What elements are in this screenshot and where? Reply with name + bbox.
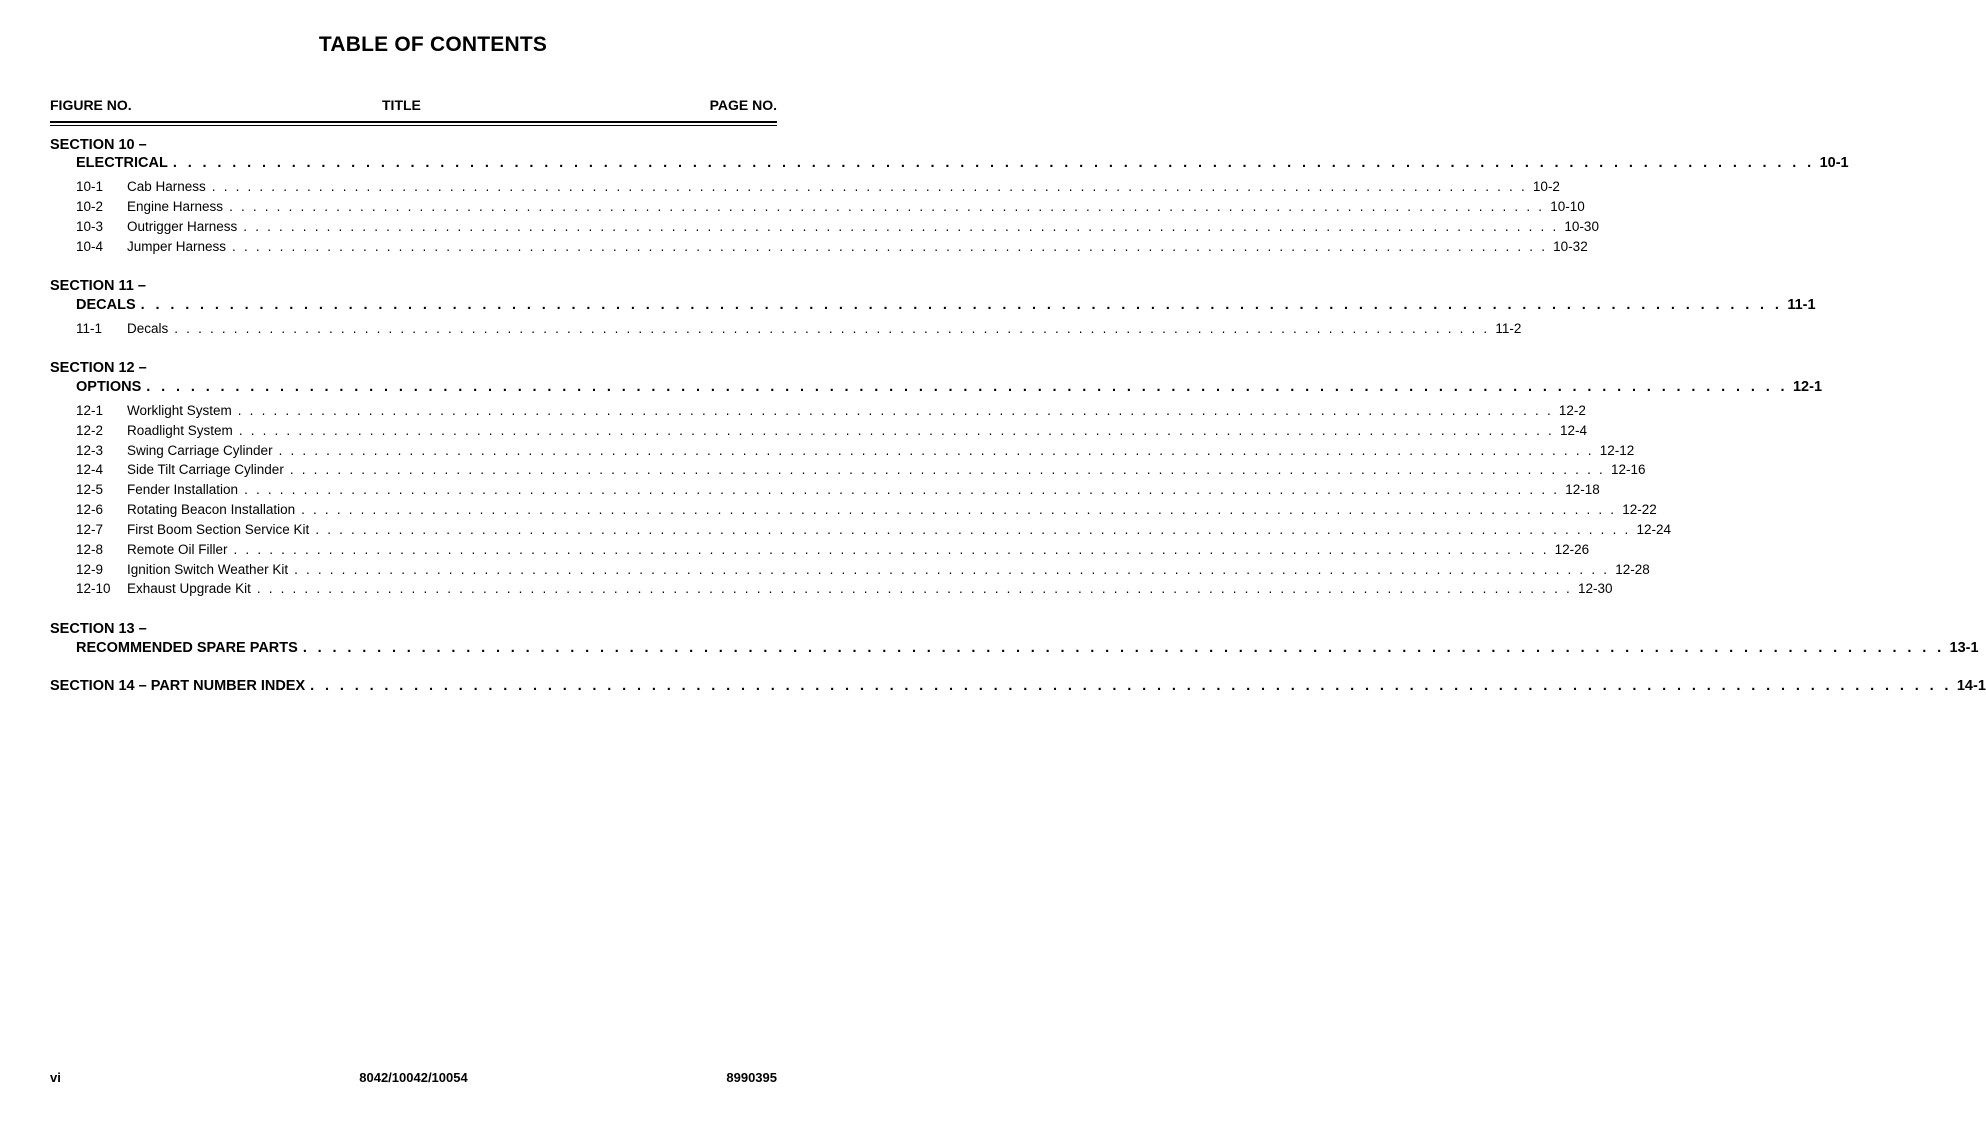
section-title-line[interactable] [76,155,1849,171]
dot-leader: . . . . . . . . . . . . . . . . . . . . . . . . . . . . . . . . . . . . . . . . . . . . . . . . . . . . . . . . . . . . . . . . . . . . . . . . . . . . . . . . . . . . . . . . . . . . . . . . . . . . . . . . . . . . . . . [310,678,1952,694]
toc-item[interactable] [76,542,1590,557]
figure-number: 12-6 [76,502,104,517]
section-label: SECTION 13 – [50,621,147,637]
dot-leader: . . . . . . . . . . . . . . . . . . . . . . . . . . . . . . . . . . . . . . . . . . . . . . . . . . . . . . . . . . . . . . . . . . . . . . . . . . . . . . . . . . . . . . . . . . . . . . . . . . . . . . . . . . . . . . . [315,522,1631,537]
figure-title: Ignition Switch Weather Kit [127,562,289,577]
dot-leader: . . . . . . . . . . . . . . . . . . . . . . . . . . . . . . . . . . . . . . . . . . . . . . . . . . . . . . . . . . . . . . . . . . . . . . . . . . . . . . . . . . . . . . . . . . . . . . . . . . . . . . . . . . . . . . . [289,462,1605,477]
section-label: SECTION 10 – [50,137,147,153]
figure-page: 10-10 [1550,199,1585,214]
figure-page: 12-18 [1565,482,1600,497]
column-header-page: PAGE NO. [709,97,777,113]
toc-item[interactable] [76,179,1560,194]
dot-leader: . . . . . . . . . . . . . . . . . . . . . . . . . . . . . . . . . . . . . . . . . . . . . . . . . . . . . . . . . . . . . . . . . . . . . . . . . . . . . . . . . . . . . . . . . . . . . . . . . . . . . . . . . . . . . . . [238,423,1554,438]
section-title: RECOMMENDED SPARE PARTS [76,640,298,656]
toc-item[interactable] [76,423,1587,438]
page-footer [50,1070,777,1088]
dot-leader: . . . . . . . . . . . . . . . . . . . . . . . . . . . . . . . . . . . . . . . . . . . . . . . . . . . . . . . . . . . . . . . . . . . . . . . . . . . . . . . . . . . . . . . . . . . . . . . . . . . . . . . . . . . . . . . [232,239,1548,254]
column-headers [50,97,777,117]
section-page: 13-1 [1949,640,1979,656]
dot-leader: . . . . . . . . . . . . . . . . . . . . . . . . . . . . . . . . . . . . . . . . . . . . . . . . . . . . . . . . . . . . . . . . . . . . . . . . . . . . . . . . . . . . . . . . . . . . . . . . . . . . . . . . . . . . . . . [301,502,1617,517]
figure-number: 10-1 [76,179,104,194]
figure-number: 12-5 [76,482,104,497]
dot-leader: . . . . . . . . . . . . . . . . . . . . . . . . . . . . . . . . . . . . . . . . . . . . . . . . . . . . . . . . . . . . . . . . . . . . . . . . . . . . . . . . . . . . . . . . . . . . . . . . . . . . . . . . . . . . . . . [172,155,1815,171]
dot-leader: . . . . . . . . . . . . . . . . . . . . . . . . . . . . . . . . . . . . . . . . . . . . . . . . . . . . . . . . . . . . . . . . . . . . . . . . . . . . . . . . . . . . . . . . . . . . . . . . . . . . . . . . . . . . . . . [229,199,1545,214]
dot-leader: . . . . . . . . . . . . . . . . . . . . . . . . . . . . . . . . . . . . . . . . . . . . . . . . . . . . . . . . . . . . . . . . . . . . . . . . . . . . . . . . . . . . . . . . . . . . . . . . . . . . . . . . . . . . . . . [278,443,1594,458]
figure-page: 12-22 [1622,502,1657,517]
section-title-line[interactable] [76,297,1816,313]
dot-leader: . . . . . . . . . . . . . . . . . . . . . . . . . . . . . . . . . . . . . . . . . . . . . . . . . . . . . . . . . . . . . . . . . . . . . . . . . . . . . . . . . . . . . . . . . . . . . . . . . . . . . . . . . . . . . . . [294,562,1610,577]
dot-leader: . . . . . . . . . . . . . . . . . . . . . . . . . . . . . . . . . . . . . . . . . . . . . . . . . . . . . . . . . . . . . . . . . . . . . . . . . . . . . . . . . . . . . . . . . . . . . . . . . . . . . . . . . . . . . . . [237,403,1553,418]
section-page: 11-1 [1787,297,1816,313]
figure-title: Remote Oil Filler [127,542,228,557]
figure-page: 12-2 [1558,403,1586,418]
dot-leader: . . . . . . . . . . . . . . . . . . . . . . . . . . . . . . . . . . . . . . . . . . . . . . . . . . . . . . . . . . . . . . . . . . . . . . . . . . . . . . . . . . . . . . . . . . . . . . . . . . . . . . . . . . . . . . . [302,640,1945,656]
header-rule-thin [50,125,777,126]
figure-page: 12-26 [1554,542,1590,557]
figure-number: 12-7 [76,522,104,537]
section-title: DECALS [76,297,136,313]
figure-title: Decals [127,321,169,336]
figure-number: 12-2 [76,423,104,438]
figure-title: Engine Harness [127,199,224,214]
figure-number: 10-3 [76,219,104,234]
model-numbers: 8042/10042/10054 [359,1070,468,1085]
figure-page: 10-32 [1553,239,1588,254]
toc-item[interactable] [76,219,1599,234]
figure-title: Exhaust Upgrade Kit [127,581,251,596]
toc-item[interactable] [76,462,1646,477]
dot-leader: . . . . . . . . . . . . . . . . . . . . . . . . . . . . . . . . . . . . . . . . . . . . . . . . . . . . . . . . . . . . . . . . . . . . . . . . . . . . . . . . . . . . . . . . . . . . . . . . . . . . . . . . . . . . . . . [243,219,1559,234]
toc-item[interactable] [76,522,1671,537]
column-header-figure: FIGURE NO. [50,97,132,113]
figure-number: 12-8 [76,542,104,557]
section-title-line[interactable] [76,640,1979,656]
column-header-title: TITLE [382,97,421,113]
section-label: SECTION 11 – [50,278,146,294]
section-label: SECTION 14 – PART NUMBER INDEX [50,678,306,694]
figure-number: 12-9 [76,562,104,577]
figure-number: 10-2 [76,199,104,214]
toc-item[interactable] [76,482,1600,497]
dot-leader: . . . . . . . . . . . . . . . . . . . . . . . . . . . . . . . . . . . . . . . . . . . . . . . . . . . . . . . . . . . . . . . . . . . . . . . . . . . . . . . . . . . . . . . . . . . . . . . . . . . . . . . . . . . . . . . [211,179,1527,194]
figure-page: 12-28 [1615,562,1650,577]
figure-title: Fender Installation [127,482,239,497]
figure-number: 12-1 [76,403,104,418]
toc-item[interactable] [76,443,1635,458]
figure-number: 12-4 [76,462,104,477]
figure-page: 12-16 [1610,462,1646,477]
dot-leader: . . . . . . . . . . . . . . . . . . . . . . . . . . . . . . . . . . . . . . . . . . . . . . . . . . . . . . . . . . . . . . . . . . . . . . . . . . . . . . . . . . . . . . . . . . . . . . . . . . . . . . . . . . . . . . . [244,482,1560,497]
figure-page: 12-4 [1559,423,1587,438]
figure-page: 12-30 [1577,581,1613,596]
figure-title: Cab Harness [127,179,206,194]
figure-page: 12-12 [1599,443,1635,458]
section-page: 14-1 [1956,678,1986,694]
figure-number: 11-1 [76,321,103,336]
section-title-line[interactable] [76,379,1823,395]
section-title: ELECTRICAL [76,155,168,171]
dot-leader: . . . . . . . . . . . . . . . . . . . . . . . . . . . . . . . . . . . . . . . . . . . . . . . . . . . . . . . . . . . . . . . . . . . . . . . . . . . . . . . . . . . . . . . . . . . . . . . . . . . . . . . . . . . . . . . [146,379,1788,395]
section-page: 10-1 [1819,155,1849,171]
page-number: vi [50,1070,61,1085]
figure-title: Outrigger Harness [127,219,238,234]
section-title: OPTIONS [76,379,142,395]
toc-item[interactable] [76,321,1522,336]
figure-title: Side Tilt Carriage Cylinder [127,462,284,477]
toc-item[interactable] [76,403,1586,418]
figure-number: 10-4 [76,239,104,254]
figure-title: Roadlight System [127,423,233,438]
figure-title: Jumper Harness [127,239,227,254]
page-title: TABLE OF CONTENTS [318,33,548,56]
dot-leader: . . . . . . . . . . . . . . . . . . . . . . . . . . . . . . . . . . . . . . . . . . . . . . . . . . . . . . . . . . . . . . . . . . . . . . . . . . . . . . . . . . . . . . . . . . . . . . . . . . . . . . . . . . . . . . . [233,542,1549,557]
figure-title: First Boom Section Service Kit [127,522,310,537]
header-rule-thick [50,121,777,123]
section-title-line[interactable] [50,678,1986,694]
section-page: 12-1 [1792,379,1823,395]
toc-item[interactable] [76,199,1585,214]
figure-page: 12-24 [1636,522,1671,537]
dot-leader: . . . . . . . . . . . . . . . . . . . . . . . . . . . . . . . . . . . . . . . . . . . . . . . . . . . . . . . . . . . . . . . . . . . . . . . . . . . . . . . . . . . . . . . . . . . . . . . . . . . . . . . . . . . . . . . [174,321,1490,336]
figure-title: Swing Carriage Cylinder [127,443,273,458]
section-label: SECTION 12 – [50,360,147,376]
document-number: 8990395 [726,1070,777,1085]
figure-page: 10-2 [1532,179,1560,194]
figure-page: 10-30 [1564,219,1599,234]
figure-title: Rotating Beacon Installation [127,502,296,517]
toc-item[interactable] [76,562,1650,577]
figure-number: 12-10 [76,581,111,596]
figure-number: 12-3 [76,443,104,458]
dot-leader: . . . . . . . . . . . . . . . . . . . . . . . . . . . . . . . . . . . . . . . . . . . . . . . . . . . . . . . . . . . . . . . . . . . . . . . . . . . . . . . . . . . . . . . . . . . . . . . . . . . . . . . . . . . . . . . [140,297,1783,313]
figure-title: Worklight System [127,403,232,418]
dot-leader: . . . . . . . . . . . . . . . . . . . . . . . . . . . . . . . . . . . . . . . . . . . . . . . . . . . . . . . . . . . . . . . . . . . . . . . . . . . . . . . . . . . . . . . . . . . . . . . . . . . . . . . . . . . . . . . [256,581,1572,596]
toc-item[interactable] [76,239,1588,254]
figure-page: 11-2 [1495,321,1522,336]
toc-item[interactable] [76,502,1657,517]
toc-item[interactable] [76,581,1613,596]
